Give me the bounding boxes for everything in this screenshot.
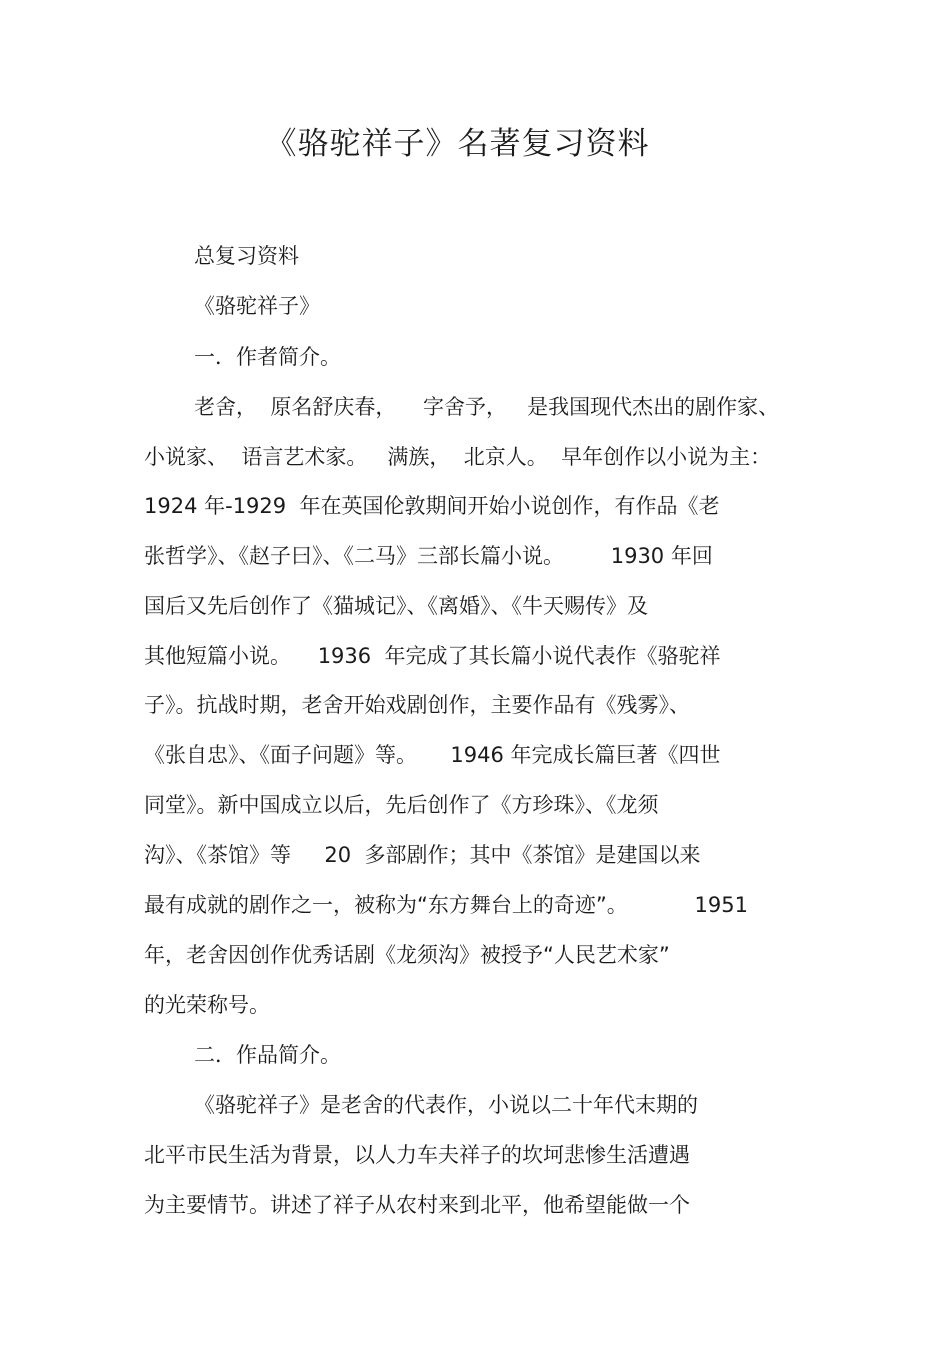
paragraph-line: 1924 年-1929 年在英国伦敦期间开始小说创作，有作品《老 — [144, 494, 720, 518]
paragraph-line: 老舍， 原名舒庆春， 字舍予， 是我国现代杰出的剧作家、 — [194, 395, 780, 419]
paragraph-line: 子》。抗战时期，老舍开始戏剧创作，主要作品有《残雾》、 — [144, 693, 690, 717]
paragraph-line: 《张自忠》、《面子问题》等。 1946 年完成长篇巨著《四世 — [144, 743, 721, 767]
section-heading-author: 一．作者简介。 — [194, 345, 341, 369]
paragraph-line: 年，老舍因创作优秀话剧《龙须沟》被授予“人民艺术家” — [144, 943, 670, 967]
paragraph-line: 北平市民生活为背景，以人力车夫祥子的坎坷悲惨生活遭遇 — [144, 1143, 690, 1167]
document-title: 《骆驼祥子》名著复习资料 — [265, 126, 650, 162]
paragraph-line: 最有成就的剧作之一，被称为“东方舞台上的奇迹”。 1951 — [144, 893, 748, 917]
section-label: 总复习资料 — [194, 244, 299, 268]
paragraph-line: 同堂》。新中国成立以后，先后创作了《方珍珠》、《龙须 — [144, 793, 659, 817]
paragraph-line: 张哲学》、《赵子曰》、《二马》三部长篇小说。 1930 年回 — [144, 544, 713, 568]
paragraph-line: 的光荣称号。 — [144, 993, 270, 1017]
paragraph-line: 其他短篇小说。 1936 年完成了其长篇小说代表作《骆驼祥 — [144, 644, 721, 668]
book-title-line: 《骆驼祥子》 — [194, 294, 320, 318]
paragraph-line: 《骆驼祥子》是老舍的代表作，小说以二十年代末期的 — [194, 1093, 698, 1117]
section-heading-work: 二．作品简介。 — [194, 1043, 341, 1067]
paragraph-line: 为主要情节。讲述了祥子从农村来到北平，他希望能做一个 — [144, 1193, 690, 1217]
paragraph-line: 沟》、《茶馆》等 20 多部剧作；其中《茶馆》是建国以来 — [144, 843, 701, 867]
paragraph-line: 国后又先后创作了《猫城记》、《离婚》、《牛天赐传》及 — [144, 594, 648, 618]
paragraph-line: 小说家、 语言艺术家。 满族， 北京人。 早年创作以小说为主： — [144, 445, 772, 469]
